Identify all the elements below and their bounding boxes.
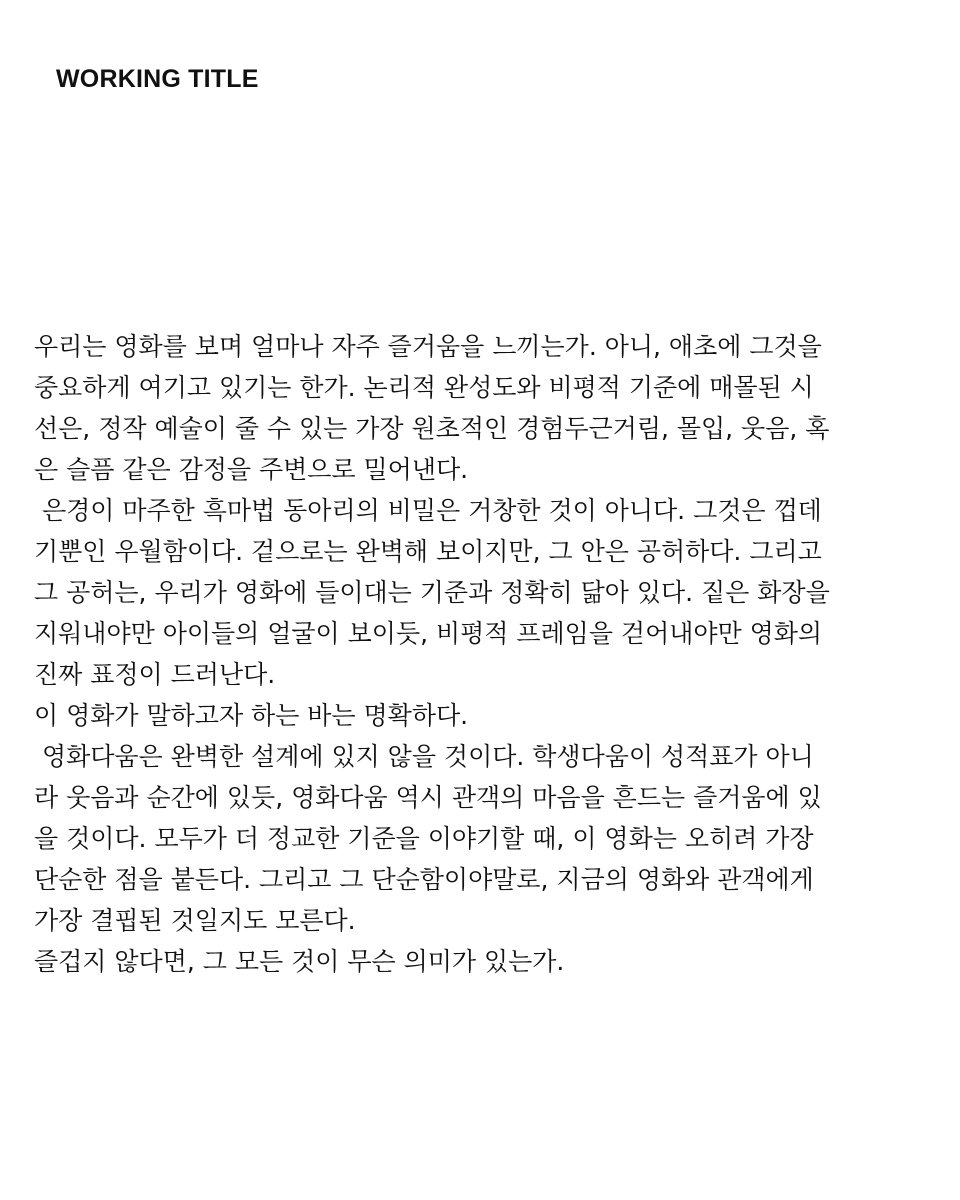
body-text bbox=[34, 326, 930, 982]
document-title: WORKING TITLE bbox=[56, 65, 259, 93]
text-line: 선은, 정작 예술이 줄 수 있는 가장 원초적인 경험두근거림, 몰입, 웃음, 혹 bbox=[34, 414, 830, 443]
text-line: 기뿐인 우월함이다. 겉으로는 완벽해 보이지만, 그 안은 공허하다. 그리고 bbox=[34, 537, 822, 566]
text-line: 이 영화가 말하고자 하는 바는 명확하다. bbox=[34, 701, 469, 730]
text-line: 즐겁지 않다면, 그 모든 것이 무슨 의미가 있는가. bbox=[34, 947, 565, 976]
text-line: 은 슬픔 같은 감정을 주변으로 밀어낸다. bbox=[34, 455, 469, 484]
text-line: 그 공허는, 우리가 영화에 들이대는 기준과 정확히 닮아 있다. 짙은 화장을 bbox=[34, 578, 830, 607]
text-line: 중요하게 여기고 있기는 한가. 논리적 완성도와 비평적 기준에 매몰된 시 bbox=[34, 373, 814, 402]
text-line: 라 웃음과 순간에 있듯, 영화다움 역시 관객의 마음을 흔드는 즐거움에 있 bbox=[34, 783, 822, 812]
text-line: 진짜 표정이 드러난다. bbox=[34, 660, 276, 689]
text-line: 단순한 점을 붙든다. 그리고 그 단순함이야말로, 지금의 영화와 관객에게 bbox=[34, 865, 814, 894]
text-line: 을 것이다. 모두가 더 정교한 기준을 이야기할 때, 이 영화는 오히려 가장 bbox=[34, 824, 814, 853]
text-line: 은경이 마주한 흑마법 동아리의 비밀은 거창한 것이 아니다. 그것은 껍데 bbox=[34, 496, 822, 525]
text-line: 영화다움은 완벽한 설계에 있지 않을 것이다. 학생다움이 성적표가 아니 bbox=[34, 742, 814, 771]
text-line: 우리는 영화를 보며 얼마나 자주 즐거움을 느끼는가. 아니, 애초에 그것을 bbox=[34, 332, 822, 361]
text-line: 지워내야만 아이들의 얼굴이 보이듯, 비평적 프레임을 걷어내야만 영화의 bbox=[34, 619, 823, 648]
text-line: 가장 결핍된 것일지도 모른다. bbox=[34, 906, 356, 935]
